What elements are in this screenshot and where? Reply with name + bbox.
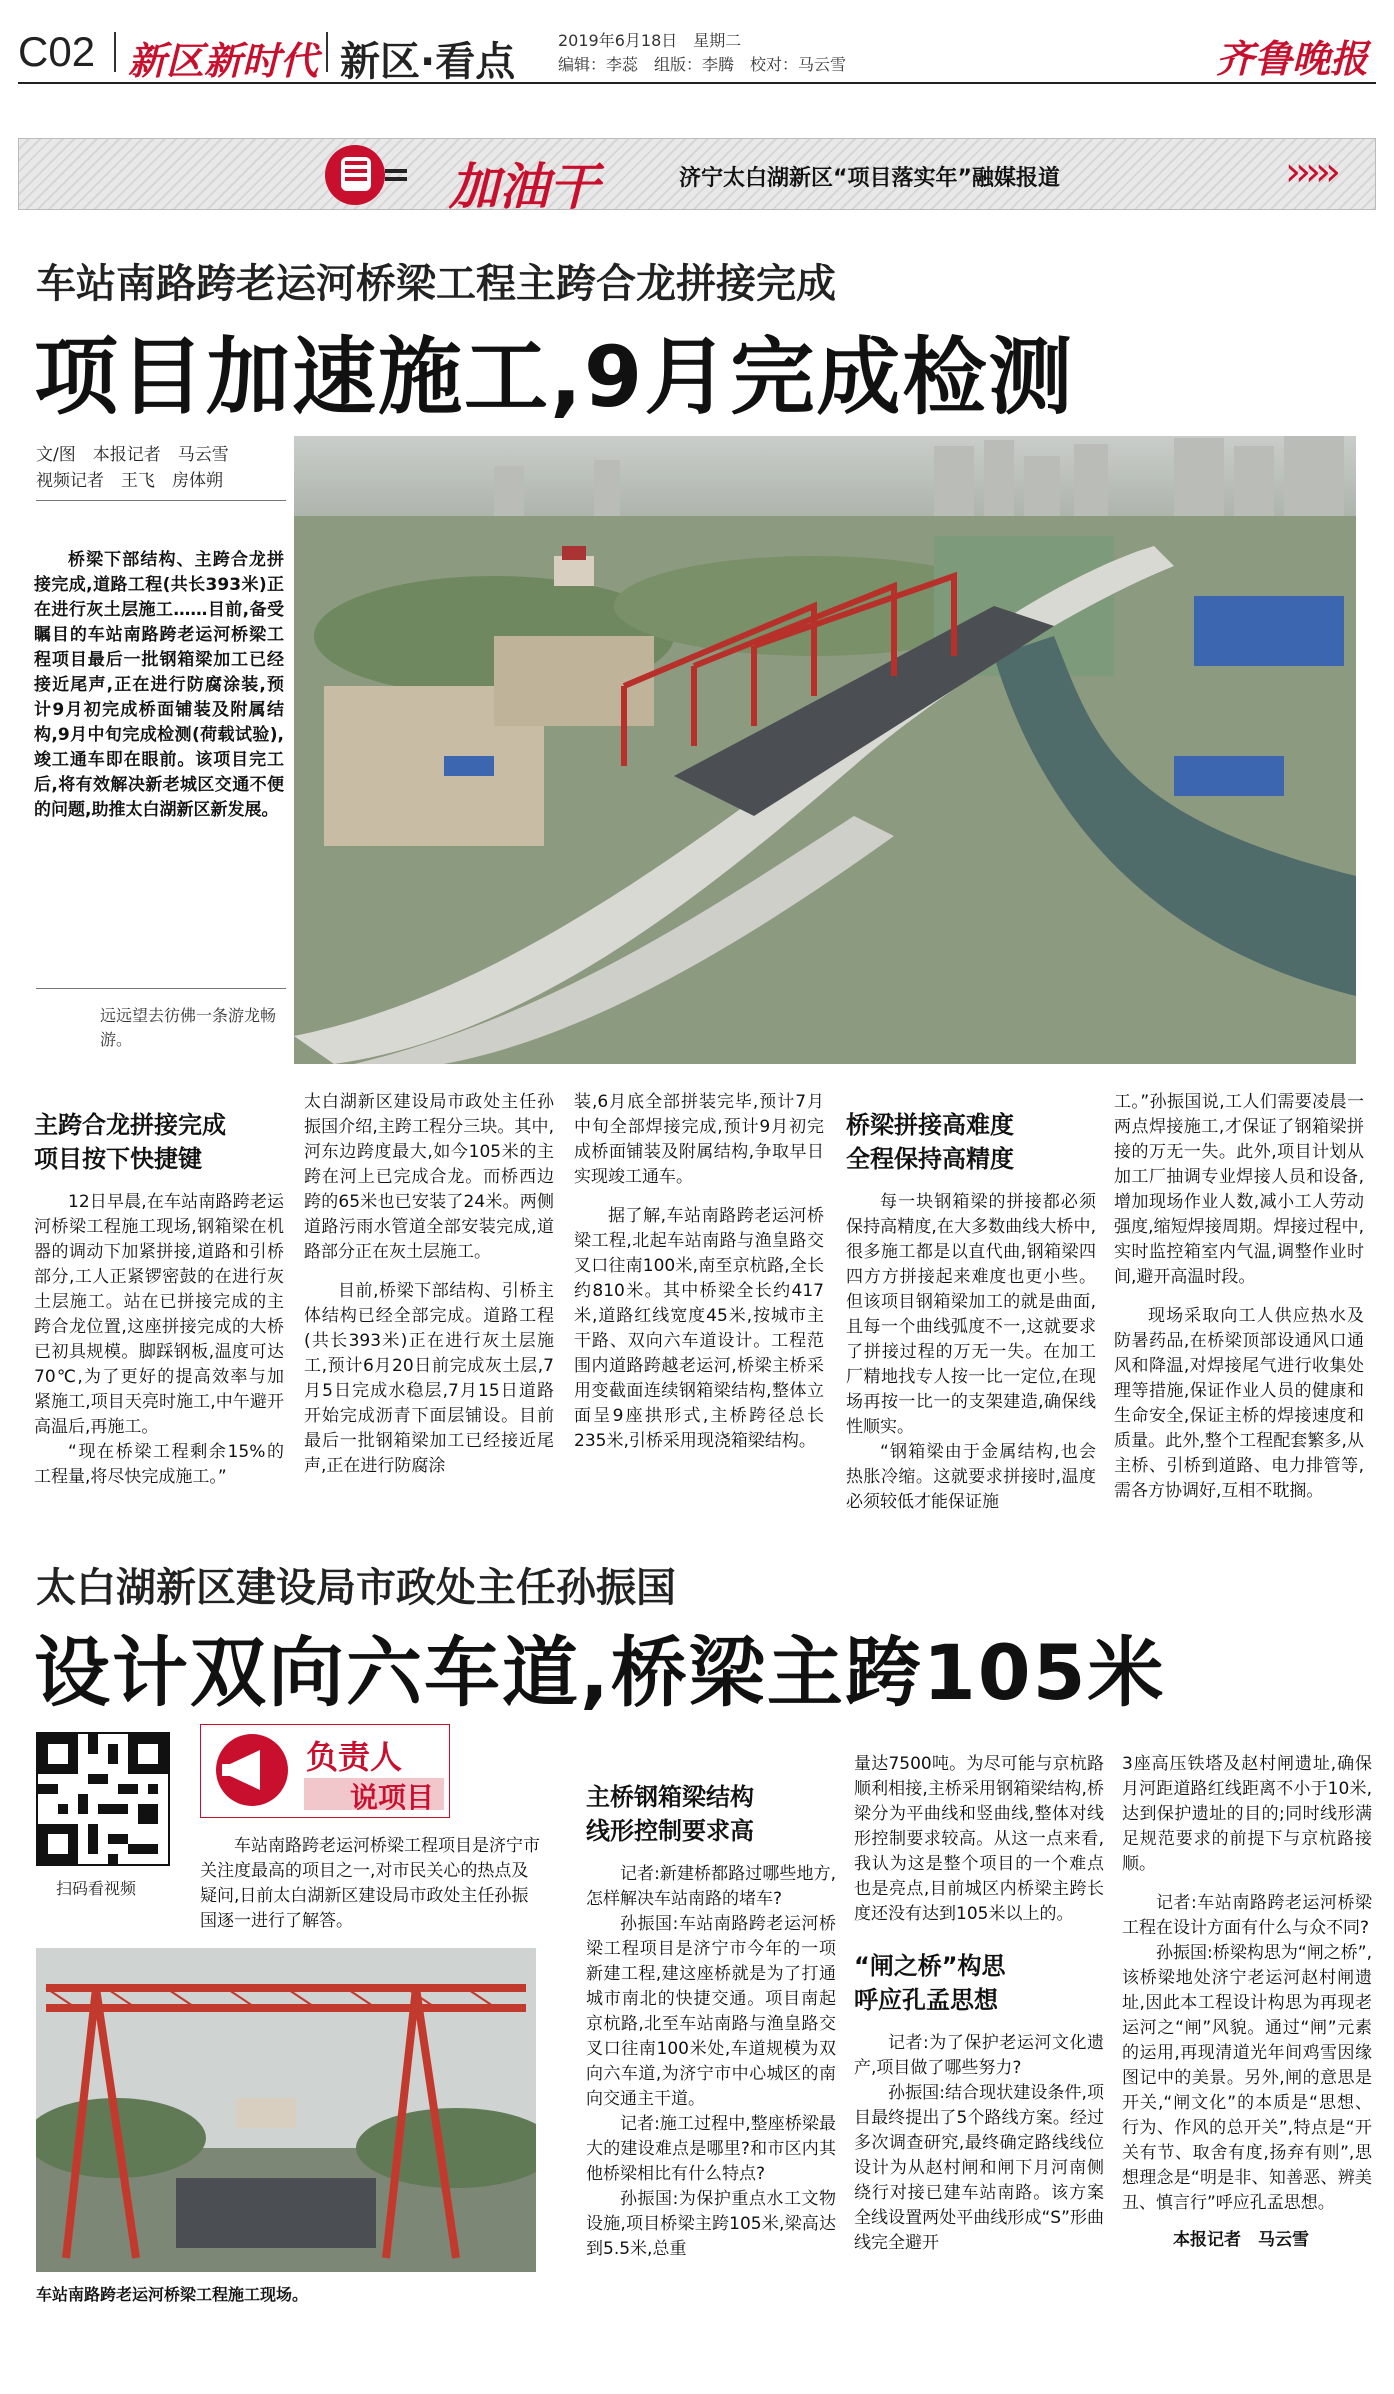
- badge-title: 负责人: [306, 1738, 403, 1776]
- story1-col4: [846, 1108, 1096, 1515]
- interview-question: 记者:施工过程中,整座桥梁最大的建设难点是哪里?和市区内其他桥梁相比有什么特点?: [586, 2114, 836, 2184]
- campaign-banner: [18, 138, 1376, 216]
- interview-question: 记者:车站南路跨老运河桥梁工程在设计方面有什么与众不同?: [1122, 1893, 1372, 1938]
- interview-answer: 量达7500吨。为尽可能与京杭路顺利相接,主桥采用钢箱梁结构,桥梁分为平曲线和竖曲线,整体对线形控制要求较高。从这一点来看,我认为这是整个项目的一个难点也是亮点,目前城区内桥梁主跨长度还没有达到105米以上的。: [854, 1754, 1104, 1924]
- story1-col2: [304, 1090, 554, 1479]
- story1-headline: 项目加速施工,9月完成检测: [34, 328, 1075, 426]
- fist-icon: [319, 143, 409, 207]
- col5-paragraph: 工。”孙振国说,工人们需要凌晨一两点焊接施工,才保证了钢箱梁拼接的万无一失。此外,项目计划从加工厂抽调专业焊接人员和设备,增加现场作业人数,减小工人劳动强度,缩短焊接周期。焊接过程中,实时监控箱室内气温,调整作业时间,避开高温时段。: [1114, 1092, 1364, 1287]
- divider: [36, 988, 286, 989]
- interview-answer: 3座高压铁塔及赵村闸遗址,确保月河距道路红线距离不小于10米,达到保护遗址的目的;同时线形满足规范要求的前提下与京杭路接顺。: [1122, 1754, 1372, 1874]
- divider: [36, 500, 286, 501]
- banner-text: 济宁太白湖新区“项目落实年”融媒报道: [679, 166, 1060, 191]
- story2-intro: 车站南路跨老运河桥梁工程项目是济宁市关注度最高的项目之一,对市民关心的热点及疑问,日前太白湖新区建设局市政处主任孙振国逐一进行了解答。: [200, 1836, 540, 1931]
- story1-col3: [574, 1090, 824, 1454]
- colA-subhead: 主桥钢箱梁结构 线形控制要求高: [586, 1783, 754, 1845]
- interview-answer: 孙振国:桥梁构思为“闸之桥”,该桥梁地处济宁老运河赵村闸遗址,因此本工程设计构思为再现老运河之“闸”风貌。通过“闸”元素的运用,再现清道光年间鸡雪因缘图记中的美景。另外,闸的意思是开关,“闸文化”的本质是“思想、行为、作风的总开关”,特点是“开关有节、取舍有度,扬弃有则”,思想理念是“明是非、知善恶、辨美丑、慎言行”呼应孔孟思想。: [1122, 1943, 1372, 2213]
- interview-answer: 孙振国:为保护重点水工文物设施,项目桥梁主跨105米,梁高达到5.5米,总重: [586, 2189, 836, 2259]
- interview-question: 记者:新建桥都路过哪些地方,怎样解决车站南路的堵车?: [586, 1864, 836, 1909]
- page-number: C02: [18, 28, 96, 75]
- photo-caption: 远远望去彷佛一条游龙畅游。: [100, 1006, 277, 1049]
- editor-line: 编辑：李蕊 组版：李腾 校对：马云雪: [558, 55, 847, 74]
- byline-writer: 文/图 本报记者 马云雪: [36, 445, 229, 465]
- article-signoff: 本报记者 马云雪: [1173, 2230, 1309, 2250]
- col4-paragraph: “钢箱梁由于金属结构,也会热胀冷缩。这就要求拼接时,温度必须较低才能保证施: [846, 1442, 1096, 1512]
- interview-question: 记者:为了保护老运河文化遗产,项目做了哪些努力?: [854, 2033, 1104, 2078]
- badge-subtitle: 说项目: [350, 1781, 435, 1814]
- story1-kicker: 车站南路跨老运河桥梁工程主跨合龙拼接完成: [36, 261, 836, 307]
- date-line: 2019年6月18日 星期二: [558, 31, 742, 50]
- story2-kicker: 太白湖新区建设局市政处主任孙振国: [36, 1565, 676, 1611]
- col3-paragraph: 据了解,车站南路跨老运河桥梁工程,北起车站南路与渔皇路交叉口往南100米,南至京杭路,全长约810米。其中桥梁全长约417米,道路红线宽度45米,按城市主干路、双向六车道设计。工程范围内道路跨越老运河,桥梁主桥采用变截面连续钢箱梁结构,整体立面呈9座拱形式,主桥跨径总长235米,引桥采用现浇箱梁结构。: [574, 1206, 824, 1451]
- col4-subhead: 桥梁拼接高难度 全程保持高精度: [846, 1111, 1014, 1173]
- gantry-crane-image: [36, 1948, 536, 2272]
- construction-site-image: [294, 436, 1356, 1064]
- paper-logo-right: 齐鲁晚报: [1215, 36, 1368, 81]
- col2-paragraph: 太白湖新区建设局市政处主任孙振国介绍,主跨工程分三块。其中,河东边跨度最大,如今105米的主跨在河上已完成合龙。而桥西边跨的65米也已安装了24米。两侧道路污雨水管道全部安装完成,道路部分正在灰土层施工。: [304, 1092, 554, 1262]
- col4-paragraph: 每一块钢箱梁的拼接都必须保持高精度,在大多数曲线大桥中,很多施工都是以直代曲,钢箱梁四四方方拼接起来难度也更小些。但该项目钢箱梁加工的就是曲面,且每一个曲线弧度不一,这就要求了拼接过程的万无一失。在加工厂精地找专人按一比一定位,在现场再按一比一的支架建造,确保线性顺实。: [846, 1192, 1096, 1437]
- qr-code[interactable]: [36, 1732, 170, 1866]
- column-badge: [200, 1724, 450, 1818]
- colB-subhead: “闸之桥”构思 呼应孔孟思想: [854, 1952, 1006, 2014]
- story2-colA: [586, 1780, 836, 2262]
- section-name: 新区·看点: [340, 39, 516, 85]
- col3-paragraph: 装,6月底全部拼装完毕,预计7月中旬全部焊接完成,预计9月初完成桥面铺装及附属结构,争取早日实现竣工通车。: [574, 1092, 824, 1187]
- interview-answer: 孙振国:结合现状建设条件,项目最终提出了5个路线方案。经过多次调查研究,最终确定路线线位设计为从赵村闸和闸下月河南侧绕行对接已建车站南路。该方案全线设置两处平曲线形成“S”形曲线完全避开: [854, 2083, 1104, 2253]
- byline: [36, 442, 286, 494]
- col1-paragraph: “现在桥梁工程剩余15%的工程量,将尽快完成施工。”: [34, 1442, 284, 1487]
- crane-photo-caption: 车站南路跨老运河桥梁工程施工现场。: [36, 2285, 309, 2304]
- bridge-aerial-photo: [294, 436, 1356, 1064]
- chevron-right-icon: ›››››: [1285, 149, 1335, 195]
- story2-headline: 设计双向六车道,桥梁主跨105米: [34, 1628, 1166, 1717]
- story1-col1: [34, 1108, 284, 1490]
- byline-video: 视频记者 王飞 房体朔: [36, 471, 223, 491]
- col1-paragraph: 12日早晨,在车站南路跨老运河桥梁工程施工现场,钢箱梁在机器的调动下加紧拼接,道路和引桥部分,工人正紧锣密鼓的在进行灰土层施工。站在已拼接完成的主跨合龙位置,这座拼接完成的大桥已初具规模。脚踩钢板,温度可达70℃,为了更好的提高效率与加紧施工,项目天亮时施工,中午避开高温后,再施工。: [34, 1192, 284, 1437]
- lead-paragraph: 桥梁下部结构、主跨合龙拼接完成,道路工程(共长393米)正在进行灰土层施工……目前,备受瞩目的车站南路跨老运河桥梁工程项目最后一批钢箱梁加工已经接近尾声,正在进行防腐涂装,预计9月初完成桥面铺装及附属结构,9月中旬完成检测(荷载试验),竣工通车即在眼前。该项目完工后,将有效解决新老城区交通不便的问题,助推太白湖新区新发展。: [34, 550, 284, 820]
- masthead: [18, 22, 1376, 84]
- story2-colC: [1122, 1752, 1372, 2253]
- story1-lead: [34, 548, 284, 823]
- col5-paragraph: 现场采取向工人供应热水及防暑药品,在桥梁顶部设通风口通风和降温,对焊接尾气进行收集处理等措施,保证作业人员的健康和生命安全,保证主桥的焊接速度和质量。此外,整个工程配套繁多,从主桥、引桥到道路、电力排管等,需各方协调好,互相不耽搁。: [1114, 1306, 1364, 1501]
- paper-logo-left: 新区新时代: [128, 38, 319, 83]
- divider: [326, 32, 328, 72]
- story2-colB: [854, 1752, 1104, 2256]
- col2-paragraph: 目前,桥梁下部结构、引桥主体结构已经全部完成。道路工程(共长393米)正在进行灰土层施工,预计6月20日前完成灰土层,7月5日完成水稳层,7月15日道路开始完成沥青下面层铺设。目前最后一批钢箱梁加工已经接近尾声,正在进行防腐涂: [304, 1281, 554, 1476]
- crane-site-photo: [36, 1948, 536, 2272]
- interview-answer: 孙振国:车站南路跨老运河桥梁工程项目是济宁市今年的一项新建工程,建这座桥就是为了打通城市南北的快捷交通。项目南起京杭路,北至车站南路与渔皇路交叉口往南100米处,车道规模为双向六车道,为济宁市中心城区的南向交通主干道。: [586, 1914, 836, 2109]
- divider: [114, 32, 116, 72]
- qr-caption: 扫码看视频: [56, 1879, 137, 1898]
- col1-subhead: 主跨合龙拼接完成 项目按下快捷键: [34, 1111, 226, 1173]
- qr-code-icon: [38, 1734, 168, 1864]
- story1-col5: [1114, 1090, 1364, 1504]
- banner-slogan: 加油干: [449, 157, 599, 216]
